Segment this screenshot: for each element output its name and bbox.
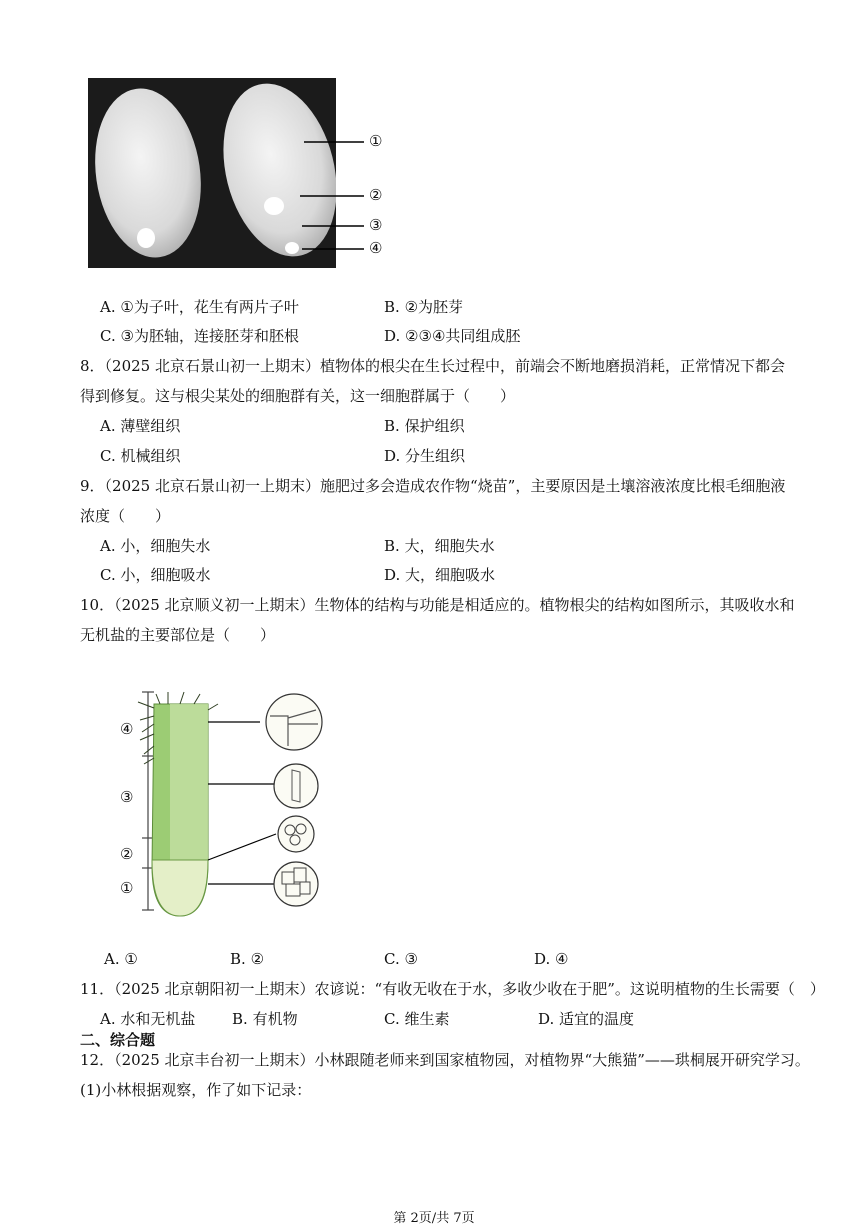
seed-label-3: ③ — [369, 216, 383, 234]
root-tip-diagram — [110, 688, 340, 918]
section-heading: 二、综合题 — [80, 1031, 156, 1049]
q10-stem-line1: 10．（2025 北京顺义初一上期末）生物体的结构与功能是相适应的。植物根尖的结构如图所示，其吸收水和 — [80, 596, 795, 614]
q10-stem-line2: 无机盐的主要部位是（ ） — [80, 626, 276, 644]
q7-option-a: A. ①为子叶，花生有两片子叶 — [100, 298, 299, 316]
q7-option-b: B. ②为胚芽 — [384, 298, 464, 316]
q9-option-a: A. 小，细胞失水 — [100, 537, 211, 555]
q9-stem-line1: 9．（2025 北京石景山初一上期末）施肥过多会造成农作物“烧苗”，主要原因是土壤溶液浓度比根毛细胞液 — [80, 477, 786, 495]
q10-option-b: B. ② — [230, 950, 265, 968]
q8-option-b: B. 保护组织 — [384, 417, 465, 435]
q8-stem-line2: 得到修复。这与根尖某处的细胞群有关，这一细胞群属于（ ） — [80, 387, 516, 405]
root-label-4: ④ — [120, 720, 134, 738]
q11-stem: 11．（2025 北京朝阳初一上期末）农谚说：“有收无收在于水，多收少收在于肥”。这说明植物的生长需要（ ） — [80, 980, 825, 998]
root-label-3: ③ — [120, 788, 134, 806]
seed-label-2: ② — [369, 186, 383, 204]
q8-stem-line1: 8．（2025 北京石景山初一上期末）植物体的根尖在生长过程中，前端会不断地磨损消耗，正常情况下都会 — [80, 357, 785, 375]
q8-option-d: D. 分生组织 — [384, 447, 466, 465]
page-number: 第 2页/共 7页 — [393, 1211, 475, 1226]
seed-leader-lines — [280, 130, 370, 260]
root-label-1: ① — [120, 879, 134, 897]
q8-option-a: A. 薄壁组织 — [100, 417, 181, 435]
q11-option-b: B. 有机物 — [232, 1010, 298, 1028]
q10-option-a: A. ① — [104, 950, 138, 968]
q11-option-d: D. 适宜的温度 — [538, 1010, 635, 1028]
q10-option-c: C. ③ — [384, 950, 418, 968]
q9-option-c: C. 小，细胞吸水 — [100, 566, 211, 584]
q9-stem-line2: 浓度（ ） — [80, 507, 171, 525]
q7-option-c: C. ③为胚轴，连接胚芽和胚根 — [100, 327, 299, 345]
q12-stem-line2: (1)小林根据观察，作了如下记录： — [80, 1081, 312, 1099]
q10-option-d: D. ④ — [534, 950, 569, 968]
q11-option-a: A. 水和无机盐 — [100, 1010, 196, 1028]
q12-stem-line1: 12．（2025 北京丰台初一上期末）小林跟随老师来到国家植物园，对植物界“大熊猫”——珙桐展开研究学习。 — [80, 1051, 810, 1069]
q9-option-b: B. 大，细胞失水 — [384, 537, 495, 555]
q8-option-c: C. 机械组织 — [100, 447, 181, 465]
q9-option-d: D. 大，细胞吸水 — [384, 566, 496, 584]
q11-option-c: C. 维生素 — [384, 1010, 450, 1028]
seed-label-4: ④ — [369, 239, 383, 257]
root-label-2: ② — [120, 845, 134, 863]
q7-option-d: D. ②③④共同组成胚 — [384, 327, 521, 345]
seed-label-1: ① — [369, 132, 383, 150]
